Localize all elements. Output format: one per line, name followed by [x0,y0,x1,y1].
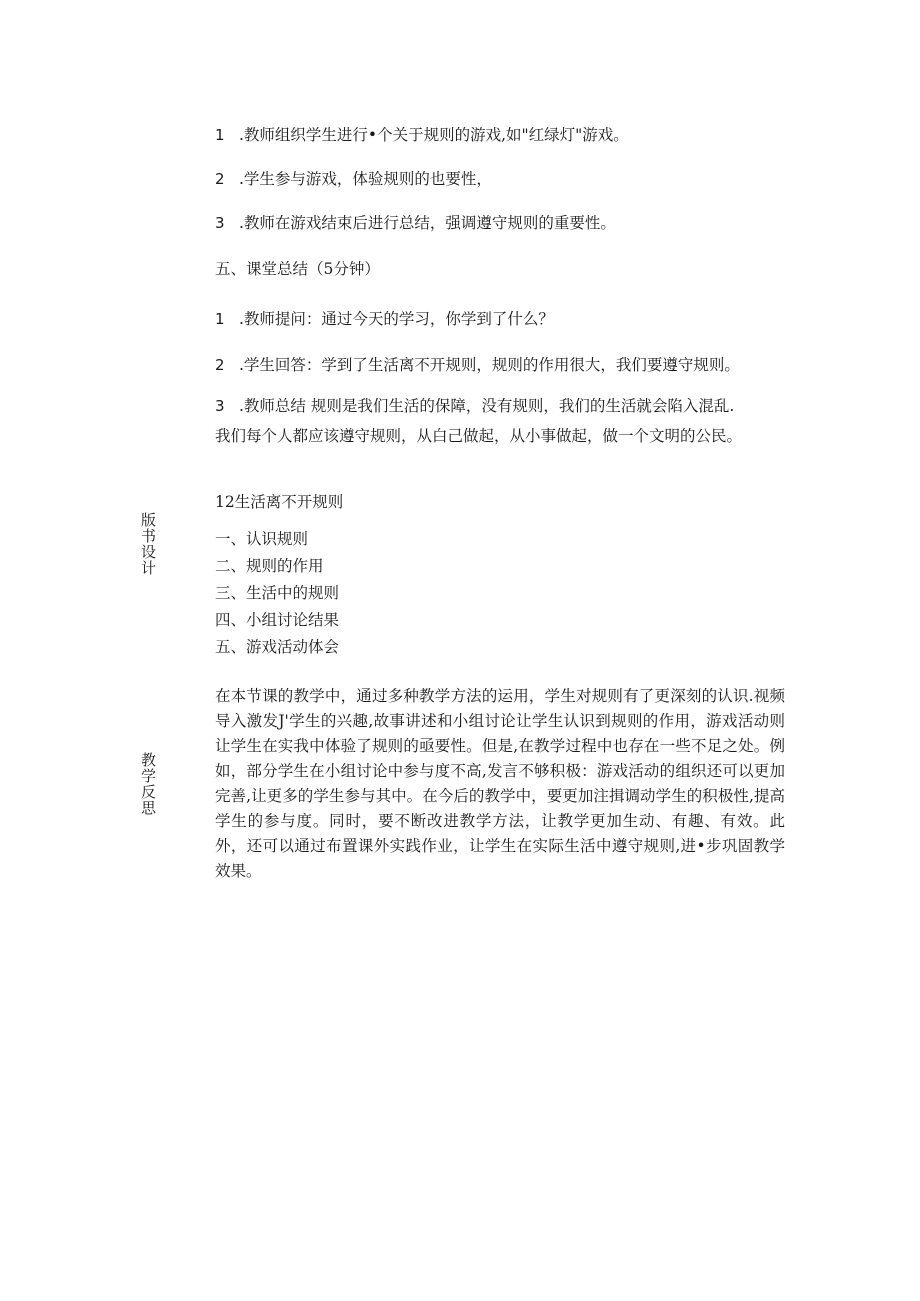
board-design-label: 版书设计 [139,512,157,576]
step-text: .教师总结 规则是我们生活的保障，没有规则，我们的生活就会陷入混乱. [239,397,735,415]
activity-step-3 [215,213,616,233]
step-number: 1 [215,126,225,144]
step-number: 2 [215,356,225,374]
step-number: 3 [215,214,225,232]
step-text: .教师组织学生进行•个关于规则的游戏,如"红绿灯"游戏。 [239,126,629,144]
board-outline-item: 四、小组讨论结果 [215,611,340,629]
step-number: 3 [215,397,225,415]
board-outline-item: 五、游戏活动体会 [215,638,340,656]
reflection-paragraph: 在本节课的教学中，通过多种教学方法的运用，学生对规则有了更深刻的认识.视频导入激发J'学生的兴趣,故事讲述和小组讨论让学生认识到规则的作用，游戏活动则让学生在实我中体验了规则的亟要性。但是,在教学过程中也存在一些不足之处。例如，部分学生在小组讨论中参与度不高,发言不够积极：游戏活动的组织还可以更加完善,让更多的学生参与其中。在今后的教学中，要更加注揖调动学生的积极性,提高学生的参与度。同时，要不断改进教学方法，让教学更加生动、有趣、有效。此外，还可以通过布置课外实践作业，让学生在实际生活中遵守规则,进•步巩固教学效果。 [215,687,785,880]
activity-step-2 [215,169,492,189]
step-number: 1 [215,310,225,328]
reflection-label: 教学反思 [139,752,157,816]
summary-step-3 [215,396,734,416]
summary-step-1 [215,309,554,329]
step-text: .学生回答：学到了生活离不开规则，规则的作用很大，我们要遵守规则。 [239,356,740,374]
board-outline [215,526,339,661]
step-text: .教师在游戏结束后进行总结，强调遵守规则的重要性。 [239,214,616,232]
board-title: 12生活离不开规则 [215,493,344,511]
summary-step-2 [215,355,740,375]
activity-step-1 [215,125,629,145]
board-outline-item: 三、生活中的规则 [215,584,340,602]
summary-continuation: 我们每个人都应该遵守规则，从白己做起，从小事做起，做一个文明的公民。 [215,427,743,445]
step-text: .学生参与游戏，体验规则的也要性， [239,170,492,188]
summary-heading: 五、课堂总结（5分钟） [215,260,380,278]
board-outline-item: 一、认识规则 [215,530,309,548]
board-outline-item: 二、规则的作用 [215,557,324,575]
step-text: .教师提问：通过今天的学习，你学到了什么？ [239,310,554,328]
step-number: 2 [215,170,225,188]
